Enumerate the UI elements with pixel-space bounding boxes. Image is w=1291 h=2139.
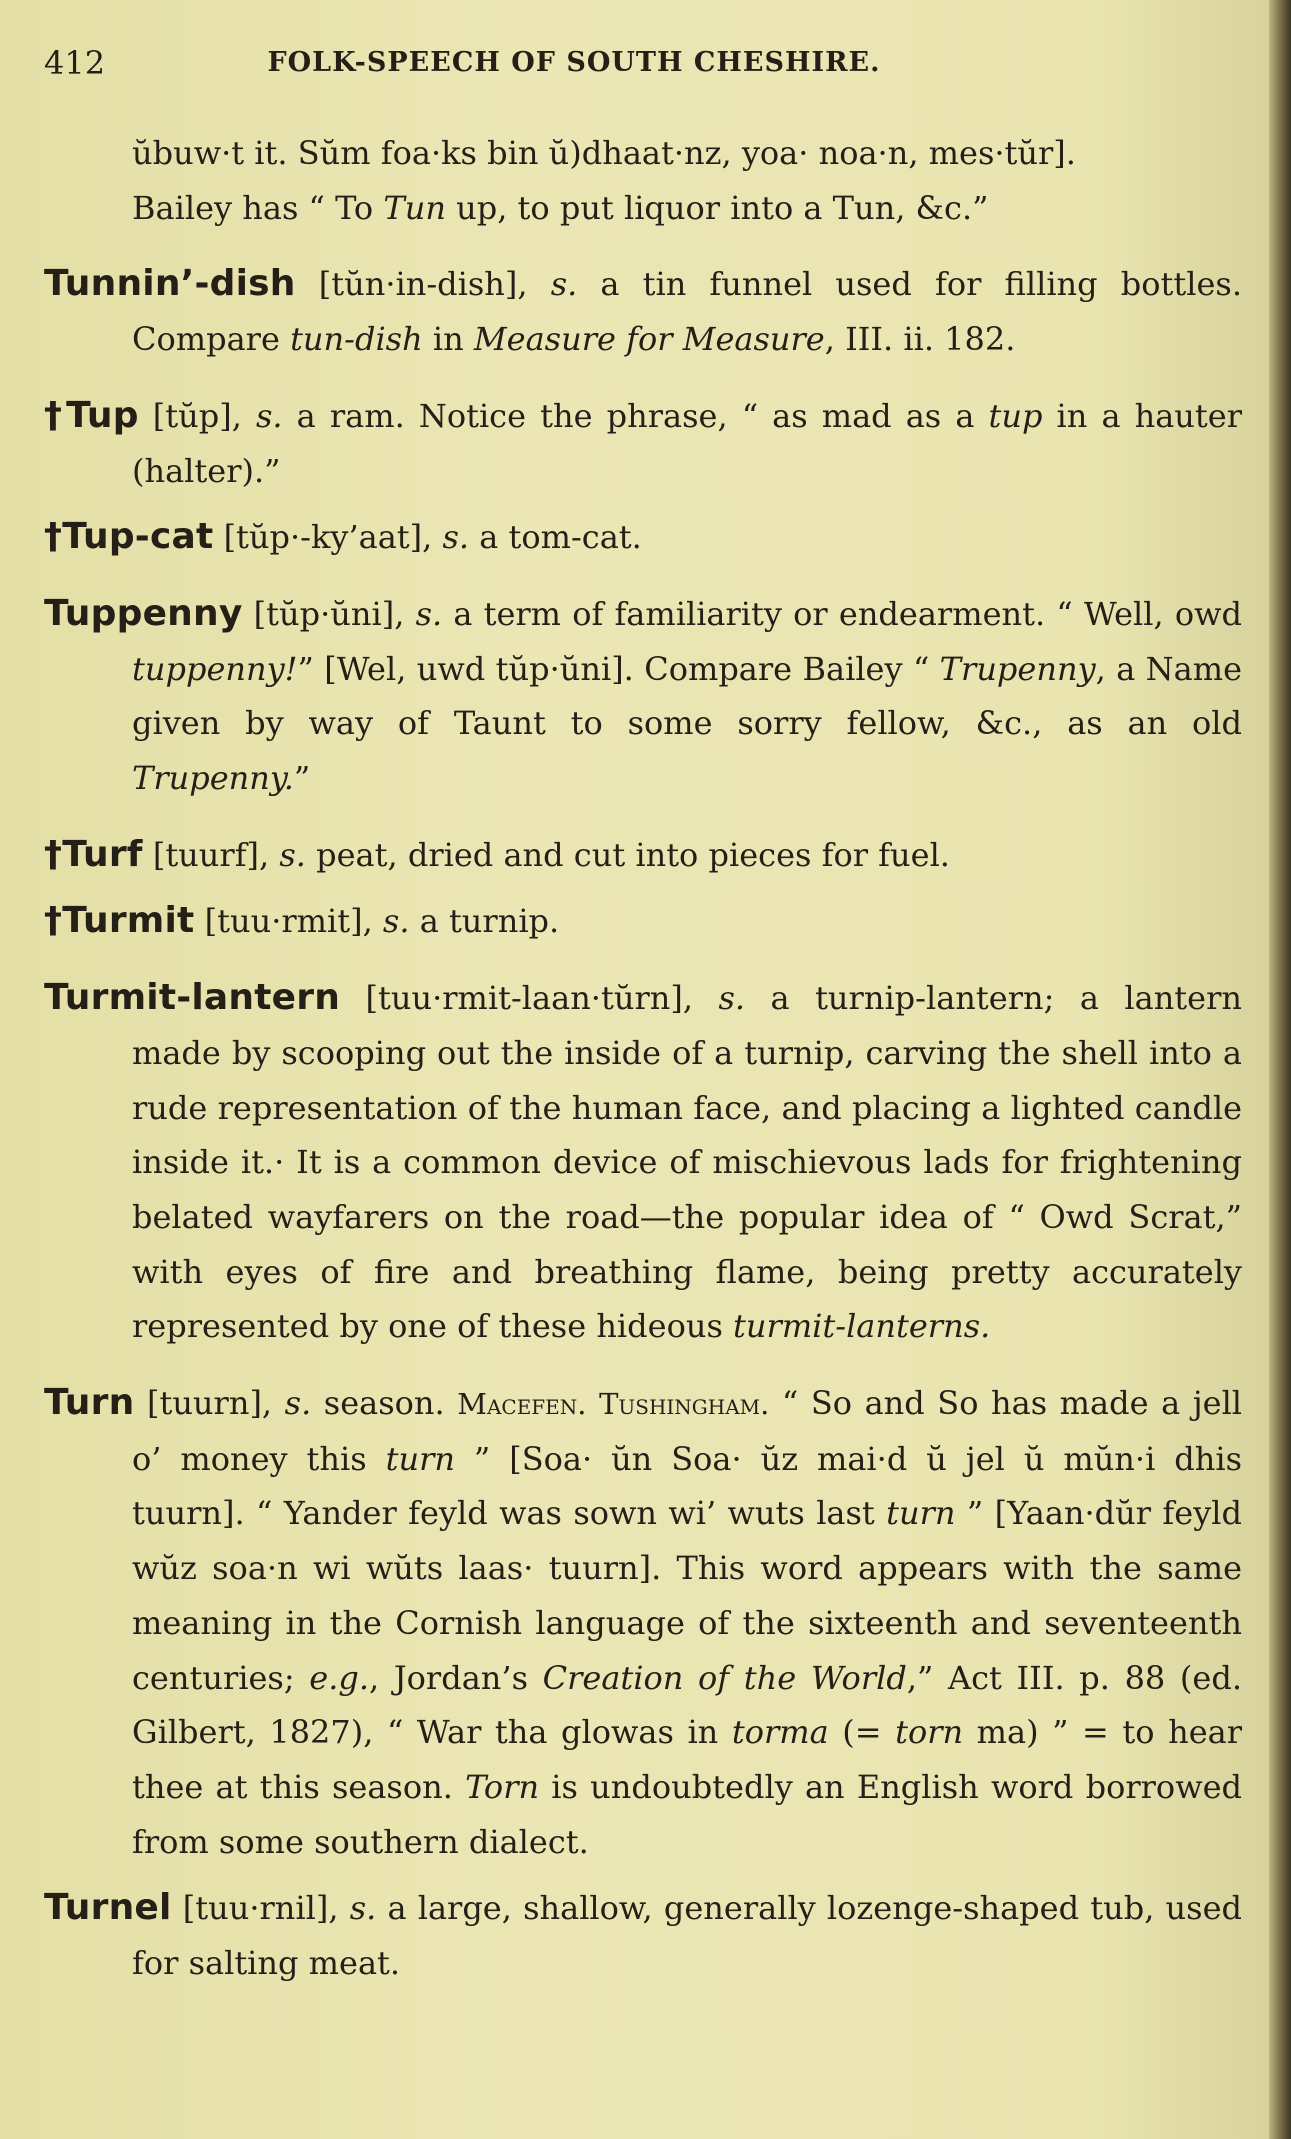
entry-turf: †Turf [tuurf], s. peat, dried and cut into pieces for fuel. [44, 833, 950, 875]
entry-turnel: Turnel [tuu·rnil], s. a large, shallow, generally lozenge-shaped tub, used for salting meat. [44, 1887, 1242, 1983]
headword: Tunnin’-dish [44, 263, 296, 305]
page-number: 412 [44, 44, 106, 82]
headword: Turn [44, 1382, 135, 1424]
entry-turmit: †Turmit [tuu·rmit], s. a turnip. [44, 900, 560, 942]
entry-turmit-lantern: Turmit-lantern [tuu·rmit-laan·tŭrn], s. a turnip-lantern; a lantern made by scooping out the inside of a turnip, carving the shell into a rude representation of the human face, and placing a lighted candle inside it.· It is a common device of mischievous lads for frightening belated wayfarers on the road—the popular idea of “ Owd Scrat,” with eyes of fire and breathing flame, being pretty accurately represented by one of these hideous turmit-lanterns. [44, 977, 1242, 1346]
place-name: Tushingham. [599, 1387, 770, 1422]
headword: †Tup [44, 394, 139, 436]
headword: †Tup-cat [44, 516, 214, 558]
continuation-paragraph: ŭbuw·t it. Sŭm foa·ks bin ŭ)dhaat·nz, yoa· noa·n, mes·tŭr]. Bailey has “ To Tun up, to put liquor into a Tun, &c.” [132, 134, 1076, 227]
page-edge-shadow [1269, 0, 1291, 2139]
headword: †Turf [44, 833, 143, 875]
headword: Turnel [44, 1887, 172, 1929]
entry-tup: †Tup [tŭp], s. a ram. Notice the phrase, “ as mad as a tup in a hauter (halter).” [44, 394, 1243, 490]
dictionary-body [44, 126, 1242, 1991]
headword: †Turmit [44, 900, 195, 942]
entry-turn: Turn [tuurn], s. season. Macefen. Tushingham. “ So and So has made a jell o’ money this turn ” [Soa· ŭn Soa· ŭz mai·d ŭ jel ŭ mŭn·i dhis tuurn]. “ Yander feyld was sown wi’ wuts last turn ” [Yaan·dŭr feyld wŭz soa·n wi wŭts laas· tuurn]. This word appears with the same meaning in the Cornish language of the sixteenth and seventeenth centuries; e.g., Jordan’s Creation of the World,” Act III. p. 88 (ed. Gilbert, 1827), “ War tha glowas in torma (= torn ma) ” = to hear thee at this season. Torn is undoubtedly an English word borrowed from some southern dialect. [44, 1382, 1243, 1861]
entry-tunnin-dish: Tunnin’-dish [tŭn·in-dish], s. a tin funnel used for filling bottles. Compare tun-dish in Measure for Measure, III. ii. 182. [44, 263, 1243, 359]
headword: Tuppenny [44, 592, 243, 634]
entry-tup-cat: †Tup-cat [tŭp·-ky’aat], s. a tom-cat. [44, 516, 642, 558]
entry-tuppenny: Tuppenny [tŭp·ŭni], s. a term of familiarity or endearment. “ Well, owd tuppenny!” [Wel, uwd tŭp·ŭni]. Compare Bailey “ Trupenny, a Name given by way of Taunt to some sorry fellow, &c., as an old Trupenny.” [44, 592, 1243, 798]
headword: Turmit-lantern [44, 977, 341, 1019]
running-title: FOLK-SPEECH OF SOUTH CHESHIRE. [267, 47, 881, 78]
place-name: Macefen. [457, 1387, 587, 1422]
